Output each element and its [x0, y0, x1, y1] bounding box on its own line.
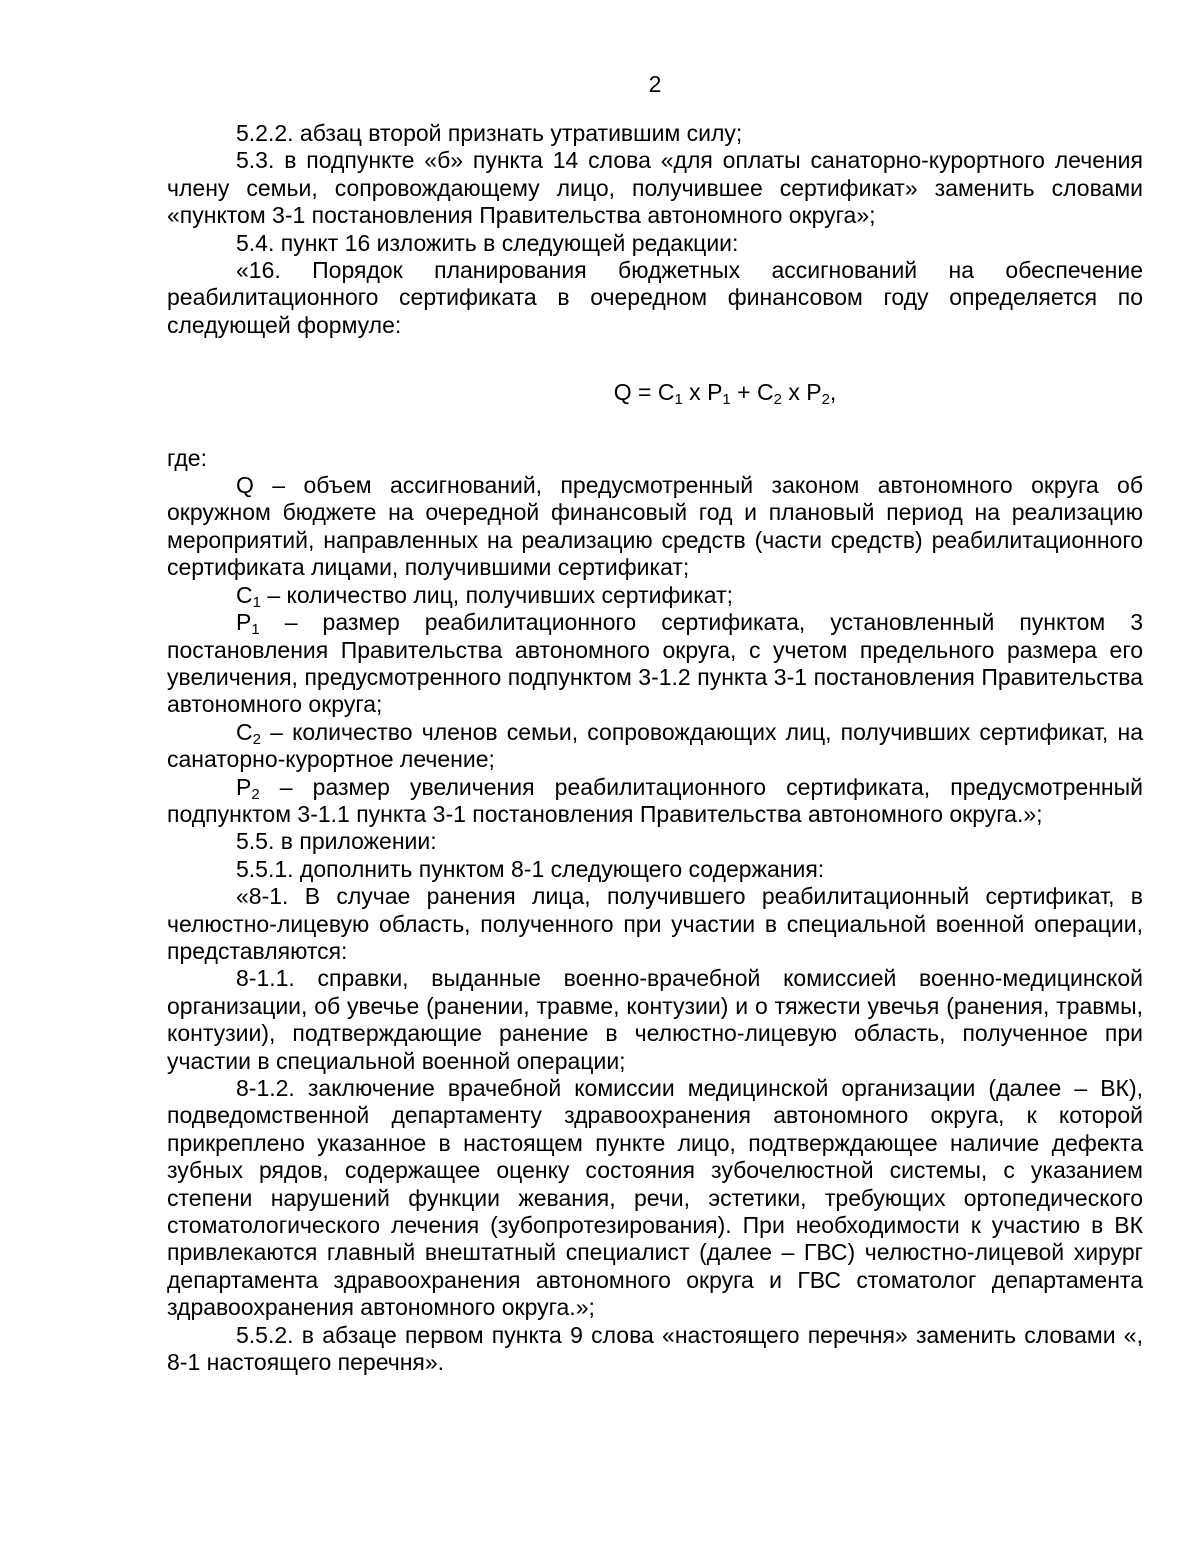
- formula-times-1: х: [682, 379, 708, 406]
- definition-p1: [167, 609, 1143, 719]
- paragraph-8-1-1: 8-1.1. справки, выданные военно-врачебной комиссией военно-медицинской организации, об увечье (ранении, травме, контузии) и о тяжести увечья (ранения, травмы, контузии), подтверждающие ранение в челюстно-лицевую область, полученное при участии в специальной военной операции;: [167, 965, 1143, 1074]
- formula-times-2: х: [781, 379, 807, 406]
- definition-c1: [167, 582, 1143, 609]
- definition-c1-text: – количество лиц, получивших сертификат;: [260, 581, 733, 608]
- formula-c1: C: [657, 379, 675, 406]
- definition-q-text: – объем ассигнований, предусмотренный законом автономного округа об окружном бюджете на очередной финансовый год и плановый период на реализацию мероприятий, направленных на реализацию средств (части средств) реабилитационного сертификата лицами, получившими сертификат;: [167, 472, 1143, 581]
- formula-c1-sub: 1: [674, 391, 683, 409]
- definition-c2: [167, 719, 1143, 774]
- formula-p1: P: [707, 379, 723, 406]
- definition-c1-sub: 1: [252, 593, 261, 611]
- formula-p1-sub: 1: [722, 391, 731, 409]
- formula-p2: P: [806, 379, 822, 406]
- formula-plus: +: [730, 379, 757, 406]
- definition-c2-text: – количество членов семьи, сопровождающих лиц, получивших сертификат, на санаторно-курортное лечение;: [167, 718, 1143, 773]
- where-label: где:: [167, 444, 207, 471]
- definition-q: [167, 472, 1143, 582]
- definition-c2-term: C: [236, 718, 253, 745]
- definition-p2-text: – размер увеличения реабилитационного сертификата, предусмотренный подпунктом 3-1.1 пункта 3-1 постановления Правительства автономного округа.»;: [167, 773, 1143, 827]
- paragraph-5-4: 5.4. пункт 16 изложить в следующей редакции:: [236, 229, 739, 256]
- paragraph-5-2-2: 5.2.2. абзац второй признать утратившим силу;: [236, 120, 743, 146]
- paragraph-5-5-1: 5.5.1. дополнить пунктом 8-1 следующего содержания:: [236, 855, 825, 882]
- formula-q: Q: [613, 379, 632, 406]
- formula-p2-sub: 2: [821, 391, 830, 409]
- paragraph-5-5-2: 5.5.2. в абзаце первом пункта 9 слова «настоящего перечня» заменить словами «, 8-1 настоящего перечня».: [167, 1321, 1143, 1376]
- paragraph-8-1-2: 8-1.2. заключение врачебной комиссии медицинской организации (далее – ВК), подведомственной департаменту здравоохранения автономного округа, к которой прикреплено указанное в настоящем пункте лицо, подтверждающее наличие дефекта зубных рядов, содержащее оценку состояния зубочелюстной системы, с указанием степени нарушений функции жевания, речи, эстетики, требующих ортопедического стоматологического лечения (зубопротезирования). При необходимости к участию в ВК привлекаются главный внештатный специалист (далее – ГВС) челюстно-лицевой хирург департамента здравоохранения автономного округа и ГВС стоматолог департамента здравоохранения автономного округа.»;: [167, 1075, 1143, 1321]
- formula: [167, 379, 1143, 409]
- paragraph-5-5: 5.5. в приложении:: [236, 828, 437, 855]
- definition-c1-term: C: [236, 581, 253, 608]
- definition-p1-sub: 1: [251, 621, 260, 639]
- formula-end: ,: [829, 379, 837, 406]
- formula-c2-sub: 2: [773, 391, 782, 409]
- paragraph-16: «16. Порядок планирования бюджетных ассигнований на обеспечение реабилитационного сертификата в очередном финансовом году определяется по следующей формуле:: [167, 257, 1143, 338]
- definition-p1-text: – размер реабилитационного сертификата, установленный пунктом 3 постановления Правительства автономного округа, с учетом предельного размера его увеличения, предусмотренного подпунктом 3-1.2 пункта 3-1 постановления Правительства автономного округа;: [167, 609, 1143, 718]
- document-body: [167, 120, 1143, 1376]
- definition-p2-term: P: [236, 773, 252, 800]
- paragraph-5-3: 5.3. в подпункте «б» пункта 14 слова «для оплаты санаторно-курортного лечения члену семьи, сопровождающему лицо, получившее сертификат» заменить словами «пунктом 3-1 постановления Правительства автономного округа»;: [167, 147, 1143, 229]
- paragraph-8-1: «8-1. В случае ранения лица, получившего реабилитационный сертификат, в челюстно-лицевую область, полученного при участии в специальной военной операции, представляются:: [167, 883, 1143, 964]
- definition-p2-sub: 2: [251, 785, 260, 803]
- formula-c2: C: [756, 379, 774, 406]
- definition-p2: [167, 774, 1143, 829]
- definition-p1-term: P: [236, 609, 252, 636]
- page-number: 2: [648, 71, 662, 97]
- formula-equals: =: [631, 379, 658, 406]
- definition-q-term: Q: [236, 472, 254, 499]
- definition-c2-sub: 2: [252, 730, 261, 748]
